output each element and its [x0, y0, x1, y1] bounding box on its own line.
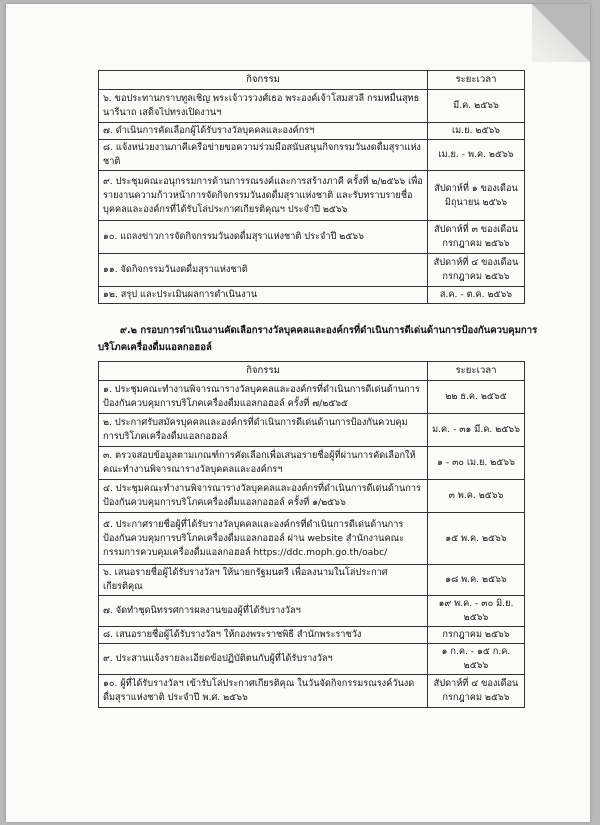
header-activity: กิจกรรม	[99, 71, 428, 90]
header-duration: ระยะเวลา	[428, 71, 525, 90]
table-row	[99, 254, 525, 287]
duration-cell: มี.ค. ๒๕๖๖	[428, 90, 525, 123]
table-row	[99, 480, 525, 513]
activity-cell: ๘. เสนอรายชื่อผู้ได้รับรางวัลฯ ให้กองพระราชพิธี สำนักพระราชวัง	[99, 627, 428, 644]
duration-cell: เม.ย. - พ.ค. ๒๕๖๖	[428, 140, 525, 171]
schedule-table-2	[98, 361, 525, 708]
table-row	[99, 447, 525, 480]
duration-cell: สัปดาห์ที่ ๔ ของเดือนกรกฎาคม ๒๕๖๖	[428, 254, 525, 287]
page-corner-cutout	[532, 4, 590, 62]
table-row	[99, 381, 525, 414]
activity-cell: ๑๑. จัดกิจกรรมวันงดดื่มสุราแห่งชาติ	[99, 254, 428, 287]
duration-cell: สัปดาห์ที่ ๔ ของเดือนกรกฎาคม ๒๕๖๖	[428, 675, 525, 708]
table-row	[99, 140, 525, 171]
duration-cell: ๑๙ พ.ค. - ๓๐ มิ.ย. ๒๕๖๖	[428, 596, 525, 627]
header-duration: ระยะเวลา	[428, 362, 525, 381]
duration-cell: สัปดาห์ที่ ๓ ของเดือนกรกฎาคม ๒๕๖๖	[428, 221, 525, 254]
duration-cell: ๑๕ พ.ค. ๒๕๖๖	[428, 513, 525, 565]
activity-cell: ๖. ขอประทานกราบทูลเชิญ พระเจ้าวรวงศ์เธอ พระองค์เจ้าโสมสวลี กรมหมื่นสุทธนารีนาถ เสด็จไปทรงเปิดงานฯ	[99, 90, 428, 123]
duration-cell: สัปดาห์ที่ ๑ ของเดือนมิถุนายน ๒๕๖๖	[428, 171, 525, 221]
duration-cell: ๑ - ๓๐ เม.ย. ๒๕๖๖	[428, 447, 525, 480]
table-row	[99, 414, 525, 447]
duration-cell: ส.ค. - ต.ค. ๒๕๖๖	[428, 287, 525, 304]
table-header-row	[99, 71, 525, 90]
duration-cell: เม.ย. ๒๕๖๖	[428, 123, 525, 140]
activity-cell: ๖. เสนอรายชื่อผู้ได้รับรางวัลฯ ให้นายกรัฐมนตรี เพื่อลงนามในโล่ประกาศเกียรติคุณ	[99, 565, 428, 596]
section-heading: ๙.๒ กรอบการดำเนินงานคัดเลือกรางวัลบุคคลและองค์กรที่ดำเนินการดีเด่นด้านการป้องกันควบคุมการบริโภคเครื่องดื่มแอลกอฮอล์	[98, 325, 538, 353]
table-row	[99, 171, 525, 221]
activity-cell: ๓. ตรวจสอบข้อมูลตามเกณฑ์การคัดเลือกเพื่อเสนอรายชื่อผู้ที่ผ่านการคัดเลือกให้คณะทำงานพิจารณารางวัลบุคคลและองค์กรฯ	[99, 447, 428, 480]
activity-cell: ๕. ประกาศรายชื่อผู้ที่ได้รับรางวัลบุคคลและองค์กรที่ดำเนินการดีเด่นด้านการป้องกันควบคุมการบริโภคเครื่องดื่มแอลกอฮอล์ ผ่าน website สำนักงานคณะกรรมการควบคุมเครื่องดื่มแอลกอฮอล์ https://ddc.moph.go.th/oabc/	[99, 513, 428, 565]
table-row	[99, 627, 525, 644]
table-row	[99, 287, 525, 304]
table-row	[99, 90, 525, 123]
duration-cell: ๑๘ พ.ค. ๒๕๖๖	[428, 565, 525, 596]
activity-cell: ๗. จัดทำชุดนิทรรศการผลงานของผู้ที่ได้รับรางวัลฯ	[99, 596, 428, 627]
duration-cell: ๒๒ ธ.ค. ๒๕๖๕	[428, 381, 525, 414]
activity-cell: ๗. ดำเนินการคัดเลือกผู้ได้รับรางวัลบุคคลและองค์กรฯ	[99, 123, 428, 140]
activity-cell: ๘. แจ้งหน่วยงานภาคีเครือข่ายขอความร่วมมือสนับสนุนกิจกรรมวันงดดื่มสุราแห่งชาติ	[99, 140, 428, 171]
schedule-table-1	[98, 70, 525, 304]
duration-cell: ๓ พ.ค. ๒๕๖๖	[428, 480, 525, 513]
header-activity: กิจกรรม	[99, 362, 428, 381]
table-row	[99, 221, 525, 254]
document-page	[6, 4, 590, 822]
table-row	[99, 513, 525, 565]
activity-cell: ๒. ประกาศรับสมัครบุคคลและองค์กรที่ดำเนินการดีเด่นด้านการป้องกันควบคุมการบริโภคเครื่องดื่มแอลกอฮอล์	[99, 414, 428, 447]
duration-cell: กรกฎาคม ๒๕๖๖	[428, 627, 525, 644]
table-row	[99, 123, 525, 140]
activity-cell: ๔. ประชุมคณะทำงานพิจารณารางวัลบุคคลและองค์กรที่ดำเนินการดีเด่นด้านการป้องกันควบคุมการบริโภคเครื่องดื่มแอลกอฮอล์ ครั้งที่ ๑/๒๕๖๖	[99, 480, 428, 513]
activity-cell: ๑๐. แถลงข่าวการจัดกิจกรรมวันงดดื่มสุราแห่งชาติ ประจำปี ๒๕๖๖	[99, 221, 428, 254]
activity-cell: ๑๒. สรุป และประเมินผลการดำเนินงาน	[99, 287, 428, 304]
table-header-row	[99, 362, 525, 381]
activity-cell: ๑. ประชุมคณะทำงานพิจารณารางวัลบุคคลและองค์กรที่ดำเนินการดีเด่นด้านการป้องกันควบคุมการบริโภคเครื่องดื่มแอลกอฮอล์ ครั้งที่ ๗/๒๕๖๕	[99, 381, 428, 414]
duration-cell: ๑ ก.ค. - ๑๕ ก.ค. ๒๕๖๖	[428, 644, 525, 675]
activity-cell: ๙. ประชุมคณะอนุกรรมการด้านการรณรงค์และการสร้างภาคี ครั้งที่ ๒/๒๕๖๖ เพื่อรายงานความก้าวหน้าการจัดกิจกรรมวันงดดื่มสุราแห่งชาติ และรับทราบรายชื่อบุคคลและองค์กรที่ได้รับโล่ประกาศเกียรติคุณฯ ประจำปี ๒๕๖๖	[99, 171, 428, 221]
table-row	[99, 596, 525, 627]
table-row	[99, 675, 525, 708]
table-row	[99, 565, 525, 596]
table-row	[99, 644, 525, 675]
activity-cell: ๑๐. ผู้ที่ได้รับรางวัลฯ เข้ารับโล่ประกาศเกียรติคุณ ในวันจัดกิจกรรมรณรงค์วันงดดื่มสุราแห่งชาติ ประจำปี พ.ศ. ๒๕๖๖	[99, 675, 428, 708]
duration-cell: ม.ค. - ๓๑ มี.ค. ๒๕๖๖	[428, 414, 525, 447]
activity-cell: ๙. ประสานแจ้งรายละเอียดข้อปฏิบัติตนกับผู้ที่ได้รับรางวัลฯ	[99, 644, 428, 675]
